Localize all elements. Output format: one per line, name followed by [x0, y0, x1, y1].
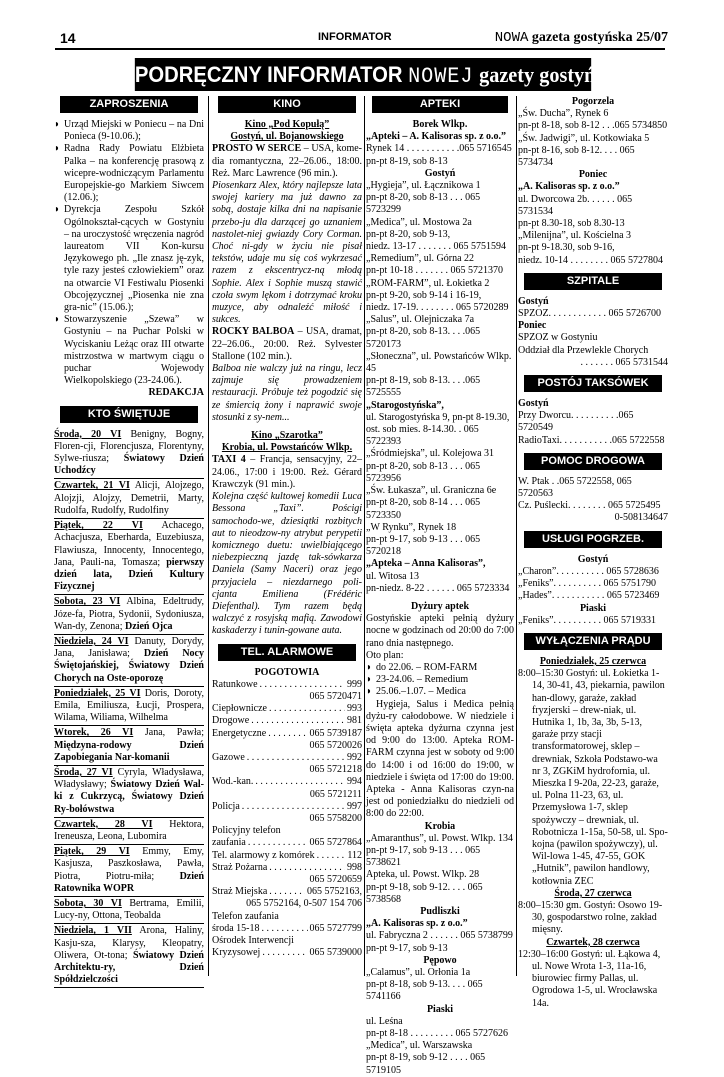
list-item: 065 5721211 — [309, 788, 362, 800]
item-name: Straż Pożarna — [212, 861, 268, 873]
film-info: – USA, kome-dia romantyczna, 22–26.06., 18:00. Reż. Marc Lawrence (96 min.). — [212, 143, 363, 179]
banner-subtitle: gazety gostyńskiej — [479, 62, 636, 87]
names-text: Arona, Haliny, Kasju-sza, Klarysy, Kleopatry, Oliwera, Ot-tona; — [54, 925, 205, 961]
column-4 — [518, 96, 668, 1010]
top-rule — [55, 48, 665, 50]
list-item: niedz. 10-14 . . . . . . . . 065 5727804 — [518, 254, 663, 266]
list-item — [54, 898, 204, 924]
item-name: Policja — [212, 800, 240, 812]
list-item: „Medica”, ul. Warszawska — [366, 1040, 473, 1052]
list-item: „Calamus”, ul. Orłonia 1a — [366, 967, 471, 979]
list-item: Rynek 14 . . . . . . . . . . .065 5716545 — [366, 143, 512, 155]
list-item: Piaski — [579, 602, 607, 614]
feast-text: Dzień Nocy Świętojańskiej, Światowy Dzień Chorych na Oste-oporozę — [54, 648, 204, 684]
list-item — [54, 636, 204, 687]
item-phone: 112 — [347, 849, 362, 861]
signature: REDAKCJA — [148, 387, 204, 399]
section-header-zaproszenia: ZAPROSZENIA — [60, 96, 198, 113]
list-item: „ROM-FARM”, ul. Łokietka 2 — [366, 277, 490, 289]
list-item: Poniec — [518, 320, 547, 332]
list-item: Gostyń — [518, 398, 549, 410]
list-item — [54, 767, 204, 818]
list-item — [212, 715, 362, 727]
list-item: „Salus”, ul. Olejniczaka 7a — [366, 314, 475, 326]
column-1 — [54, 96, 204, 989]
list-item: 065 5752164, 0-507 154 706 — [246, 898, 362, 910]
list-item — [212, 837, 362, 849]
list-item: „Remedium”, ul. Górna 22 — [366, 253, 475, 265]
names-text: Cyryla, Władysława, Władysławy; — [54, 766, 204, 791]
outage-text: 12:30–16:00 Gostyń: ul. Łąkowa 4, ul. Nowe Wrota 1-3, 11a-16, biurowiec firmy Pallas, ul. Ogrodowa 1-5, ul. Wrocławska 14a. — [518, 948, 661, 1009]
names-text: Bertrama, Emilii, Lucy-ny, Ottona, Teobalda — [54, 897, 205, 922]
list-item — [212, 850, 362, 862]
list-item: Apteka, ul. Powst. Wlkp. 28 — [366, 869, 480, 881]
list-item: 065 5720471 — [309, 690, 362, 702]
list-item: Piaski — [426, 1003, 454, 1015]
item-name: Energetyczne — [212, 727, 267, 739]
pharmacy-list — [366, 821, 514, 1077]
list-item: „Medica”, ul. Mostowa 2a — [366, 216, 472, 228]
list-item — [54, 204, 204, 314]
list-item: . . . . . . . 065 5731544 — [580, 356, 668, 368]
list-item — [54, 925, 204, 988]
duty-list — [366, 662, 514, 699]
list-item: „A. Kalisoras sp. z o.o.” — [366, 918, 468, 930]
list-item: „Św. Jadwigi”, ul. Kotkowiaka 5 — [518, 132, 650, 144]
item-phone: 999 — [347, 678, 362, 690]
list-item: Policyjny telefon — [212, 825, 281, 837]
film-entry — [212, 326, 362, 363]
bullet-icon: ◗ — [54, 314, 61, 326]
section-header-tel-alarmowe: TEL. ALARMOWE — [218, 644, 356, 661]
list-item: „Apteka – Anna Kalisoras”, — [366, 558, 486, 570]
day-label: Czwartek, 28 VI — [54, 818, 153, 830]
banner-title: PODRĘCZNY INFORMATOR — [134, 62, 403, 87]
feast-text: Dzień Ratownika WOPR — [54, 870, 205, 894]
list-item: pn-pt 9-17, sob 9-13 . . . 065 5738621 — [366, 844, 481, 869]
list-item — [212, 679, 362, 691]
list-item: „Słoneczna”, ul. Powstańców Wlkp. 45 — [366, 350, 512, 375]
list-item — [54, 688, 204, 727]
feast-text: Światowy Dzień Uchodźcy — [54, 453, 204, 477]
names-text: Hektora, Ireneusza, Leona, Lubomira — [54, 818, 204, 842]
outage-text: 8:00–15:30 gm. Gostyń: Osowo 19-30, gospodarstwo rolne, zakład mięsny. — [518, 899, 663, 936]
list-item: Cz. Puślecki. . . . . . . . 065 5725495 — [518, 500, 661, 512]
emergency-list — [212, 679, 362, 825]
list-item: ul. Witosa 13 — [366, 570, 420, 582]
list-item: SPZOZ. . . . . . . . . . . . 065 5726700 — [518, 308, 662, 320]
names-text: Benigny, Bogny, Floren-cji, Florencjusza, Florentyny, Sylwe-riusza; — [54, 428, 204, 465]
list-item: ul. Dworcowa 2b. . . . . . 065 5731534 — [518, 193, 633, 217]
list-item — [54, 819, 204, 845]
day-label: Sobota, 23 VI — [54, 596, 121, 608]
list-item: pn-pt 8.30-18, sob 8.30-13 — [518, 218, 625, 230]
cinema-address: Gostyń, ul. Bojanowskiego — [230, 131, 344, 143]
list-item: pn-pt 9-17, sob 9-13 . . . 065 5720218 — [366, 533, 481, 558]
bullet-icon: ◗ — [366, 661, 373, 673]
list-item: Przy Dworcu. . . . . . . . . .065 5720549 — [518, 410, 634, 434]
item-name: Ratunkowe — [212, 678, 258, 690]
day-label: Środa, 20 VI — [54, 428, 122, 440]
names-text: Jana, Pawła; — [144, 727, 204, 739]
list-item: ost. sob mies. 8-14.30. . 065 5722393 — [366, 424, 479, 448]
list-item: „Starogostyńska”, — [366, 399, 444, 411]
item-name: Drogowe — [212, 715, 250, 727]
item-text: 23-24.06. – Remedium — [376, 674, 469, 686]
day-label: Środa, 27 VI — [54, 766, 113, 778]
list-item — [54, 596, 204, 635]
section-header-pomoc-drogowa: POMOC DROGOWA — [524, 453, 662, 470]
list-item — [212, 947, 362, 959]
list-item: pn-pt 8-19, sob 8-13 — [366, 155, 448, 167]
list-item — [54, 119, 204, 143]
film-description: Balboa nie walczy już na ringu, lecz zajmuje się prowadzeniem restauracji. Próbuje też pogodzić się ze śmiercią żony i naprawić swoje stosunki z sy-nem... — [212, 363, 362, 423]
list-item — [54, 314, 204, 387]
section-header-uslugi-pogrzebowe: USŁUGI POGRZEB. — [524, 531, 662, 548]
list-item: pn-pt 8-20, sob 8-13. . . .065 5720173 — [366, 326, 481, 350]
list-item: pn-pt 8-18, sob 8-12 . . .065 5734850 — [518, 120, 668, 132]
item-name: środa 15-18 — [212, 922, 260, 934]
bullet-icon: ◗ — [54, 119, 61, 130]
list-item: 065 5720659 — [309, 873, 362, 885]
list-item — [366, 674, 514, 686]
list-item: ul. Fabryczna 2 . . . . . . 065 5738799 — [366, 930, 513, 942]
list-item: „Apteki – A. Kalisoras sp. z o.o.” — [366, 131, 507, 143]
list-item — [212, 801, 362, 813]
item-text: 25.06.–1.07. – Medica — [376, 686, 466, 698]
day-label: Sobota, 30 VI — [54, 897, 122, 909]
funeral-list — [518, 554, 668, 627]
list-item: pn-pt 8-18 . . . . . . . . . 065 5727626 — [366, 1028, 508, 1040]
list-item — [54, 520, 204, 595]
list-item: pn-pt 9-17, sob 9-13 — [366, 942, 448, 954]
film-entry — [212, 454, 362, 491]
names-text: Doris, Doroty, Emila, Emiliusza, Łucji, Prospera, Wilama, Wiliama, Wilhelma — [54, 687, 204, 724]
cinema-name: Kino „Szarotka” — [251, 430, 323, 442]
list-item: Gostyń — [577, 553, 609, 565]
list-item: 065 5758200 — [309, 812, 362, 824]
item-phone: 993 — [347, 703, 362, 715]
section-header-apteki: APTEKI — [372, 96, 508, 113]
list-item: Ośrodek Interwencji — [212, 935, 294, 946]
cinema-address: Krobia, ul. Powstańców Wlkp. — [221, 442, 353, 454]
list-item: „Św. Ducha”, Rynek 6 — [518, 108, 609, 120]
names-text: Danuty, Dorydy, Jana, Janisława; — [54, 635, 204, 660]
feast-text: Dzień Ojca — [125, 620, 173, 632]
film-description: Kolejna część kultowej komedii Luca Bessona „Taxi”. Pościgi samochodo-we, dziesiątki rozbitych aut to nieodzow-ny atrybut perypetii komicznego duetu: uwielbiającego niebezpieczną jazdę tak-sówkarza Daniela (Samy Naceri) oraz jego przyjaciela – niezdarnego poli-cjanta Emiliena (Frédéric Diefenthal). Tym razem będą walczyć z rosyjską mafią. Zawodowi kaskaderzy i tunin-gowane auta. — [212, 491, 362, 637]
subsection-title: POGOTOWIA — [254, 666, 320, 678]
film-title: TAXI 4 — [212, 454, 246, 466]
list-item: Krobia — [424, 820, 456, 832]
item-name: Straż Miejska — [212, 886, 268, 898]
list-item: Gostyń — [518, 295, 549, 307]
page-banner — [134, 58, 636, 91]
section-header-taxi: POSTÓJ TAKSÓWEK — [524, 375, 662, 392]
item-phone: 065 5727864 — [309, 837, 362, 849]
list-item: W. Ptak . .065 5722558, 065 5720563 — [518, 475, 632, 500]
list-item: Telefon zaufania — [212, 910, 279, 922]
bullet-icon: ◗ — [366, 674, 373, 686]
column-3 — [366, 96, 514, 1077]
outage-date: Poniedziałek, 25 czerwca — [539, 655, 647, 667]
list-item — [54, 727, 204, 766]
list-item — [54, 143, 204, 204]
film-info: – USA, dramat, 22–26.06., 20:00. Reż. Sylvester Stallone (102 min.). — [212, 326, 362, 362]
item-name: Wod.-kan. — [212, 776, 254, 788]
list-item: pn-pt 10-18 . . . . . . . 065 5721370 — [366, 265, 503, 277]
list-item: Pępowo — [423, 954, 457, 966]
item-name: Tel. alarmowy z komórek — [212, 849, 315, 861]
list-item: „A. Kalisoras sp. z o.o.” — [518, 181, 620, 193]
list-item: pn-pt 8-20, sob 9-13, — [366, 228, 451, 240]
list-item: 065 5721218 — [309, 764, 362, 776]
page-number: 14 — [60, 30, 76, 46]
item-text: Stowarzyszenie „Szewa” w Gostyniu – na Puchar Polski w Wyciskaniu Leżąc oraz III otwarte mistrzostwa w martwym ciągu o puchar Wojewody Wielkopolskiego (23-24.06.). — [64, 314, 204, 387]
names-text: Albina, Edeltrudy, Józe-fa, Piotra, Sydonii, Sydoniusza, Wan-dy, Zenona; — [54, 596, 204, 632]
list-item — [54, 846, 204, 897]
column-2 — [212, 96, 362, 959]
list-item: „Charon”. . . . . . . . . . 065 5728636 — [518, 565, 659, 577]
day-label: Niedziela, 1 VII — [54, 925, 132, 937]
list-item: „Milenijna”, ul. Kościelna 3 — [518, 230, 632, 242]
section-header-wylaczenia-pradu: WYŁĄCZENIA PRĄDU — [524, 633, 662, 650]
film-info: – Francja, sensacyjny, 22–24.06., 17:00 i 19:00. Reż. Gérard Krawczyk (91 min.). — [212, 454, 363, 490]
item-text: do 22.06. – ROM-FARM — [376, 661, 478, 673]
section-header-szpitale: SZPITALE — [524, 273, 662, 290]
outage-date: Środa, 27 czerwca — [554, 887, 632, 899]
list-item: niedz. 17-19. . . . . . . . 065 5720289 — [366, 302, 509, 314]
hospital-list — [518, 296, 668, 369]
list-item — [212, 923, 362, 935]
column-divider — [208, 96, 209, 976]
bullet-icon: ◗ — [366, 686, 373, 698]
feast-text: pierwszy dzień lata, Dzień Kultury Fizycznej — [54, 556, 204, 593]
item-name: Ciepłownicze — [212, 703, 267, 715]
list-item: Gostyń — [424, 167, 456, 179]
list-item: 065 5720026 — [309, 739, 362, 751]
list-item — [366, 662, 514, 674]
item-phone: 065 5739187 — [309, 727, 362, 739]
bullet-icon: ◗ — [54, 143, 61, 155]
item-name: Gazowe — [212, 751, 245, 763]
list-item: Oddział dla Przewlekle Chorych — [518, 344, 649, 356]
day-label: Poniedziałek, 25 VI — [54, 687, 141, 699]
list-item: pn-pt 8-19, sob 9-12 . . . . 065 5719105 — [366, 1052, 486, 1076]
pharmacy-list — [518, 96, 668, 267]
list-item: ul. Leśna — [366, 1015, 403, 1027]
publication-logo: NOWA — [494, 30, 529, 46]
item-name: Kryzysowej — [212, 947, 261, 959]
item-phone: 065 5752163, — [307, 886, 362, 898]
list-item — [212, 703, 362, 715]
list-item: „Feniks”. . . . . . . . . . 065 5719331 — [518, 614, 657, 626]
list-item — [212, 752, 362, 764]
paragraph: Oto plan: — [366, 649, 404, 661]
list-item: RadioTaxi. . . . . . . . . . .065 5722558 — [518, 434, 665, 446]
item-text: Dyrekcja Zespołu Szkół Ogólnokształ-cących w Gostyniu – na uroczystość wręczenia nagród laureatom VII Kon-kursu Językowego ph. „Ile znasz ję-zyk, tyle razy jesteś człowiekiem” oraz na otwarcie VI Festiwalu Piosenki Obcojęzycznej „Piosenka nie zna gra-nic” (15.06.); — [64, 204, 204, 314]
list-item: pn-niedz. 8-22 . . . . . . 065 5723334 — [366, 582, 510, 594]
names-text: Alicji, Alojzego, Alojzji, Alojzy, Demetrii, Marty, Rudolfa, Rudolfy, Rudolfiny — [54, 480, 204, 516]
item-phone: 992 — [347, 751, 362, 763]
film-title: PROSTO W SERCE — [212, 143, 302, 155]
feast-text: Międzyna-rodowy Dzień Zapobiegania Nar-komanii — [54, 739, 204, 763]
item-phone: 997 — [347, 800, 362, 812]
section-header-kto-swietuje: KTO ŚWIĘTUJE — [60, 406, 198, 423]
day-label: Piątek, 22 VI — [54, 520, 143, 532]
feast-text: Światowy Dzień Wal-ki z Cukrzycą, Światowy Dzień Ry-bołówstwa — [54, 779, 204, 815]
list-item: „Hades”. . . . . . . . . . . 065 5723469 — [518, 590, 660, 602]
list-item: Borek Wlkp. — [412, 119, 468, 130]
list-item: pn-pt 9-18, sob 9-12. . . . 065 5738568 — [366, 881, 483, 905]
day-label: Piątek, 29 VI — [54, 846, 130, 858]
list-item: „Śródmiejska”, ul. Kolejowa 31 — [366, 448, 495, 460]
item-phone: 998 — [347, 861, 362, 873]
zaproszenia-list — [54, 119, 204, 387]
list-item — [54, 480, 204, 519]
names-text: Emmy, Emy, Kasjusza, Paszkosława, Pawła, Piotra, Piotru-miła; — [54, 846, 205, 882]
list-item: pn-pt 8-20, sob 8-13 . . . 065 5723299 — [366, 192, 481, 216]
publication-title — [495, 30, 668, 46]
item-phone: 065 5727799 — [309, 922, 362, 934]
paragraph: Hygieja, Salus i Medica pełnią dyżu-ry całodobowe. W niedziele i święta apteka dyżurna czynna jest od 9:00 do 13:00. Apteka ROM-FARM czynna jest w soboty od 9:00 do 14:00 i od 16:00 do 19:00, w niedziele i święta od 17:00 do 19:00. Apteka - Anna Kalisoras czyn-na jest od poniedziałku do niedzieli od 8:00 do 22:00. — [366, 698, 514, 820]
day-label: Wtorek, 26 VI — [54, 727, 134, 739]
film-title: ROCKY BALBOA — [212, 326, 295, 338]
list-item: pn-pt 8-20, sob 8-14 . . . 065 5723350 — [366, 497, 481, 521]
item-phone: 065 5739000 — [309, 947, 362, 959]
list-item: „W Rynku”, Rynek 18 — [366, 521, 457, 533]
list-item — [212, 886, 362, 898]
pharmacy-list — [366, 119, 514, 595]
list-item — [212, 776, 362, 788]
list-item: 0-508134647 — [614, 512, 668, 524]
item-name: zaufania — [212, 837, 246, 849]
outage-date: Czwartek, 28 czerwca — [546, 936, 640, 948]
list-item: Pudliszki — [420, 906, 460, 917]
list-item — [212, 728, 362, 740]
list-item: pn-pt 8-19, sob 8-13. . . .065 5725555 — [366, 375, 481, 399]
list-item: pn-pt 8-20, sob 8-13 . . . 065 5723956 — [366, 460, 481, 484]
paragraph: Gostyńskie apteki pełnią dyżury nocne w godzinach od 20:00 do 7:00 rano dnia następnego. — [366, 613, 514, 649]
running-title: INFORMATOR — [318, 31, 392, 43]
item-phone: 994 — [347, 776, 362, 788]
bullet-icon: ◗ — [54, 204, 61, 216]
list-item: SPZOZ w Gostyniu — [518, 332, 598, 344]
film-description: Piosenkarz Alex, który najlepsze lata swojej kariery ma już dawno za sobą, dostaje kilka dni na napisanie przebo-ju dla darzącej go uznaniem nastolet-niej gwiazdy Cory Corman. Choć ni-gdy w życiu nie pisał tekstów, udaje mu się coś wykrzesać razem z ekscentrycz-ną młodą Sophie. Alex i Sophie muszą stawić czoła swym lękom i dotrzymać kroku muzyce, aby odnaleźć miłość i sukces. — [212, 180, 362, 326]
list-item: pn-pt 8-18, sob 9-13. . . . 065 5741166 — [366, 979, 483, 1003]
list-item — [366, 686, 514, 698]
outage-text: 8:00–15:30 Gostyń: ul. Łokietka 1-14, 30-41, 43, piekarnia, pawilon han-dlowy, garaże, zakład fryzjerski – drew-niak, ul. Hutnika 1, 1b, 3a, 3b, 5-13, garaże przy stacji transformatorowej, sklep – drewniak, Szkoła Podstawo-wa nr 3, ZGKiM hydrofornia, ul. Mieszka I 9-20a, 22-23, garaże, ul. Polna 11-23, 63, ul. Przemysłowa 1-7, sklep spożywczy – drewniak, ul. Robotnicza 1-15a, 50-58, ul. Spo-kojna (pawilon spożywczy), ul. Wil-lowa 1-45, 47-55, GOK „Hutnik”, pawilon handlowy, kotłownia ZEC — [518, 668, 668, 887]
column-divider — [516, 96, 517, 976]
taxi-list — [518, 398, 668, 447]
roadside-list — [518, 476, 668, 525]
section-header-kino: KINO — [218, 96, 356, 113]
list-item: „Feniks”. . . . . . . . . . 065 5751790 — [518, 578, 657, 590]
subsection-title: Dyżury aptek — [410, 600, 470, 612]
list-item: Poniec — [578, 169, 608, 181]
list-item: „Amaranthus”, ul. Powst. Wlkp. 134 — [366, 832, 514, 844]
list-item: pn-pt 9-18.30, sob 9-16, — [518, 242, 615, 254]
list-item: ul. Starogostyńska 9, pn-pt 8-19.30, — [366, 411, 510, 423]
column-divider — [364, 96, 365, 976]
list-item — [212, 862, 362, 874]
kto-swietuje-list — [54, 429, 204, 989]
list-item: pn-pt 9-20, sob 9-14 i 16-19, — [366, 289, 482, 301]
list-item: „Hygieja”, ul. Łącznikowa 1 — [366, 180, 481, 192]
list-item: Pogorzela — [571, 96, 615, 107]
film-entry — [212, 143, 362, 180]
day-label: Niedziela, 24 VI — [54, 635, 129, 647]
banner-logo: NOWEJ — [408, 64, 474, 89]
feast-text: Światowy Dzień Architektu-ry, Dzień Spółdzielczości — [54, 949, 204, 986]
item-phone: 981 — [347, 715, 362, 727]
day-label: Czwartek, 21 VI — [54, 480, 130, 492]
item-text: Urząd Miejski w Poniecu – na Dni Ponieca (9-10.06.); — [64, 119, 204, 143]
publication-issue: gazeta gostyńska 25/07 — [531, 30, 668, 45]
list-item: pn-pt 8-16, sob 8-12. . . . 065 5734734 — [518, 144, 635, 169]
list-item: niedz. 13-17 . . . . . . . 065 5751594 — [366, 241, 506, 253]
list-item: „Św. Łukasza”, ul. Graniczna 6e — [366, 485, 497, 497]
cinema-name: Kino „Pod Kopułą” — [244, 119, 330, 130]
names-text: Achacego, Achacjusza, Eberharda, Euzebiusza, Flawiusza, Innocenty, Innocentego, Jana, Pauli-na, Tomasza; — [54, 520, 204, 568]
list-item — [54, 429, 204, 480]
item-text: Radna Rady Powiatu Elżbieta Palka – na konferencję prasową z wicepre-wodniczącym Parlamentu Europejskie-go Markiem Siwcem (12.06.); — [64, 143, 204, 204]
